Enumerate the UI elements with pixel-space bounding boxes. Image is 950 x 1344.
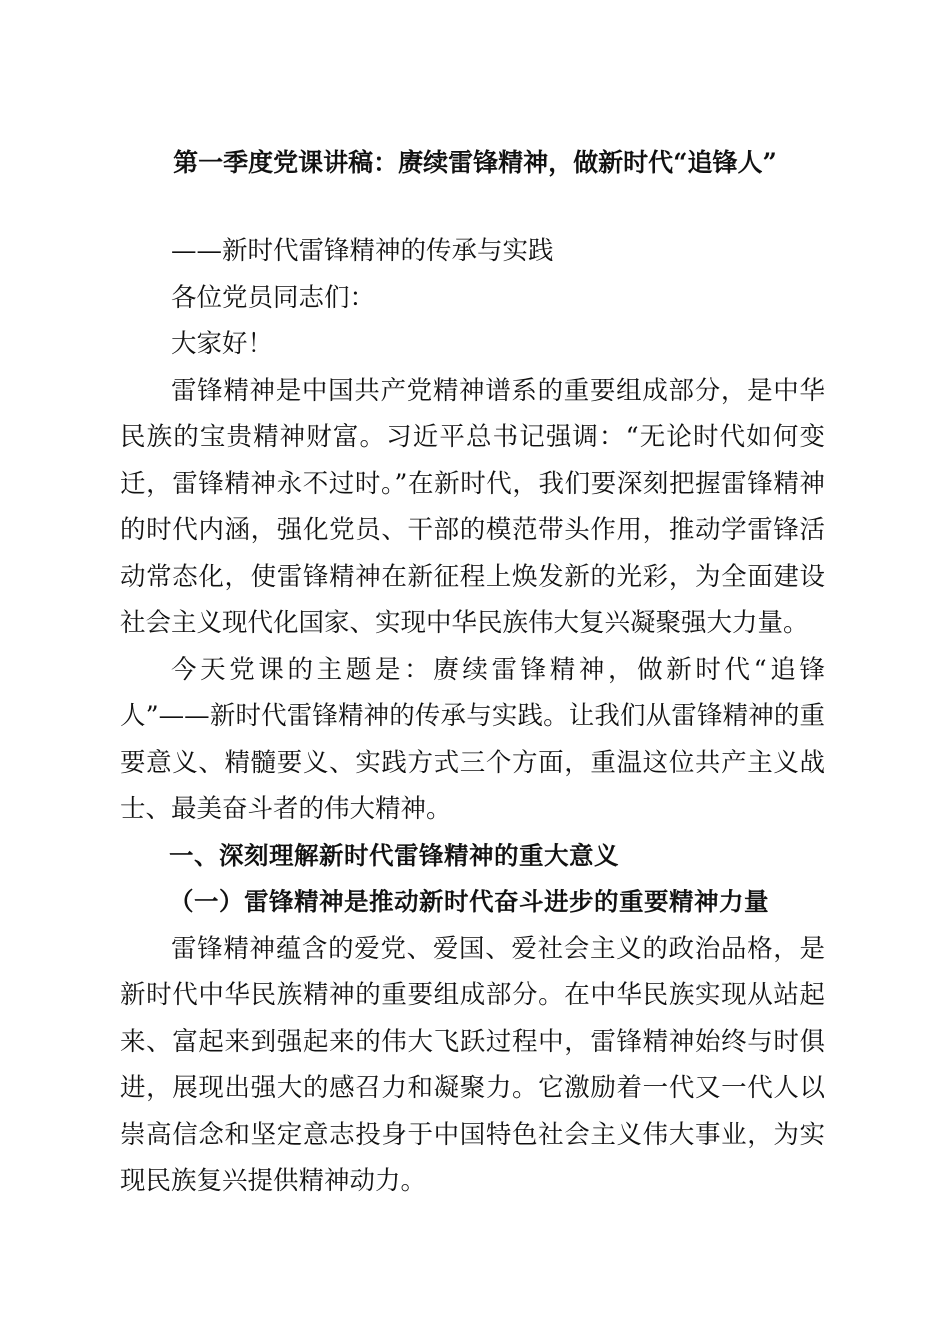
paragraph-theme: 今天党课的主题是：赓续雷锋精神，做新时代“追锋人”——新时代雷锋精神的传承与实践。让我们从雷锋精神的重要意义、精髓要义、实践方式三个方面，重温这位共产主义战士、最美奋斗者的伟大精神。: [120, 654, 825, 824]
greeting: 大家好！: [171, 329, 274, 359]
document-title: 第一季度党课讲稿：赓续雷锋精神，做新时代“追锋人”: [173, 148, 777, 177]
paragraph-section-1-1: 雷锋精神蕴含的爱党、爱国、爱社会主义的政治品格，是新时代中华民族精神的重要组成部分。在中华民族实现从站起来、富起来到强起来的伟大飞跃过程中，雷锋精神始终与时俱进，展现出强大的感召力和凝聚力。它激励着一代又一代人以崇高信念和坚定意志投身于中国特色社会主义伟大事业，为实现民族复兴提供精神动力。: [120, 933, 825, 1196]
section-heading-1: 一、深刻理解新时代雷锋精神的重大意义: [169, 840, 619, 870]
paragraph-intro: 雷锋精神是中国共产党精神谱系的重要组成部分，是中华民族的宝贵精神财富。习近平总书记强调：“无论时代如何变迁，雷锋精神永不过时。”在新时代，我们要深刻把握雷锋精神的时代内涵，强化党员、干部的模范带头作用，推动学雷锋活动常态化，使雷锋精神在新征程上焕发新的光彩，为全面建设社会主义现代化国家、实现中华民族伟大复兴凝聚强大力量。: [120, 375, 825, 638]
subsection-heading-1: （一）雷锋精神是推动新时代奋斗进步的重要精神力量: [169, 887, 769, 916]
subtitle: ——新时代雷锋精神的传承与实践: [171, 236, 554, 266]
document-body: [120, 228, 825, 1205]
salutation: 各位党员同志们：: [171, 282, 376, 313]
